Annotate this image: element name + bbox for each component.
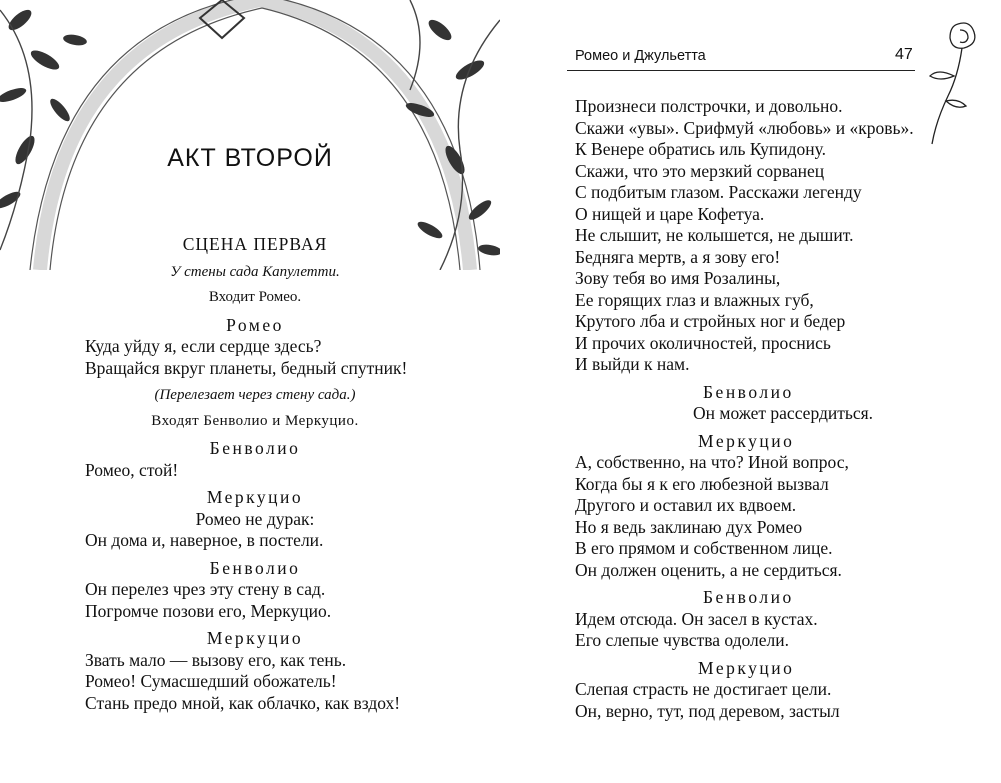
- speaker-name: Бенволио: [209, 557, 301, 578]
- verse-line: Звать мало — вызову его, как тень.: [85, 649, 347, 670]
- speaker-name: Меркуцио: [206, 628, 304, 648]
- verse-line: Вращайся вкруг планеты, бедный спутник!: [85, 357, 408, 378]
- verse-line: Его слепые чувства одолели.: [575, 630, 790, 650]
- speaker-name: Бенволио: [209, 438, 301, 458]
- verse-line: Ромео не дурак:: [195, 508, 315, 529]
- speaker-name: Ромео: [226, 314, 284, 335]
- verse-line: Стань предо мной, как облачко, как вздох!: [85, 692, 401, 713]
- verse-line: Ромео, стой!: [85, 459, 179, 480]
- verse-line: Он может рассердиться.: [693, 403, 874, 423]
- verse-line: Не слышит, не колышется, не дышит.: [575, 225, 854, 245]
- verse-line: Произнеси полстрочки, и довольно.: [575, 96, 843, 116]
- speaker-name: Меркуцио: [698, 657, 795, 678]
- verse-line: Бедняга мертв, а я зову его!: [575, 246, 781, 267]
- verse-line: Ромео! Сумасшедший обожатель!: [85, 671, 337, 691]
- verse-line: Другого и оставил их вдвоем.: [575, 495, 797, 515]
- verse-line: С подбитым глазом. Расскажи легенду: [575, 182, 862, 202]
- verse-line: К Венере обратись иль Купидону.: [575, 139, 827, 159]
- speaker-name: Меркуцио: [206, 487, 304, 507]
- page-number: 47: [895, 46, 913, 63]
- verse-line: Погромче позови его, Меркуцио.: [85, 600, 332, 621]
- verse-line: О нищей и царе Кофетуа.: [575, 203, 765, 224]
- stage-direction: (Перелезает через стену сада.): [154, 387, 356, 403]
- verse-line: Куда уйду я, если сердце здесь?: [85, 336, 322, 356]
- verse-line: Но я ведь заклинаю дух Ромео: [575, 516, 803, 537]
- verse-line: А, собственно, на что? Иной вопрос,: [575, 452, 849, 472]
- running-header-title: Ромео и Джульетта: [575, 48, 706, 64]
- stage-direction-enter: Входят Бенволио и Меркуцио.: [151, 412, 359, 429]
- verse-line: В его прямом и собственном лице.: [575, 538, 833, 558]
- speaker-name: Меркуцио: [698, 430, 795, 451]
- header-rule: [567, 70, 915, 71]
- verse-line: Крутого лба и стройных ног и бедер: [575, 311, 846, 331]
- scene-heading: СЦЕНА ПЕРВАЯ: [182, 234, 328, 254]
- speaker-name: Бенволио: [703, 587, 794, 607]
- verse-line: Слепая страсть не достигает цели.: [575, 679, 832, 699]
- verse-line: Скажи «увы». Срифмуй «любовь» и «кровь».: [575, 117, 914, 138]
- garden-arch-illustration: [0, 0, 500, 270]
- scene-setting: У стены сада Капулетти.: [170, 263, 340, 280]
- verse-line: Когда бы я к его любезной вызвал: [575, 473, 829, 494]
- verse-line: Он, верно, тут, под деревом, застыл: [575, 700, 840, 721]
- verse-line: Ее горящих глаз и влажных губ,: [575, 289, 814, 310]
- rose-icon: [918, 16, 984, 146]
- verse-line: И выйди к нам.: [575, 354, 690, 374]
- verse-line: Зову тебя во имя Розалины,: [575, 268, 781, 288]
- left-text-block: [85, 234, 425, 714]
- stage-direction-enter: Входит Ромео.: [208, 289, 302, 305]
- verse-line: И прочих околичностей, проснись: [575, 332, 831, 353]
- verse-line: Он перелез чрез эту стену в сад.: [85, 579, 326, 599]
- verse-line: Скажи, что это мерзкий сорванец: [575, 160, 825, 181]
- left-page: [0, 0, 500, 783]
- speaker-name: Бенволио: [703, 381, 794, 402]
- verse-line: Идем отсюда. Он засел в кустах.: [575, 608, 818, 629]
- right-text-block: [575, 96, 920, 722]
- verse-line: Он должен оценить, а не сердиться.: [575, 559, 842, 580]
- verse-line: Он дома и, наверное, в постели.: [85, 530, 324, 550]
- act-title: АКТ ВТОРОЙ: [167, 144, 333, 172]
